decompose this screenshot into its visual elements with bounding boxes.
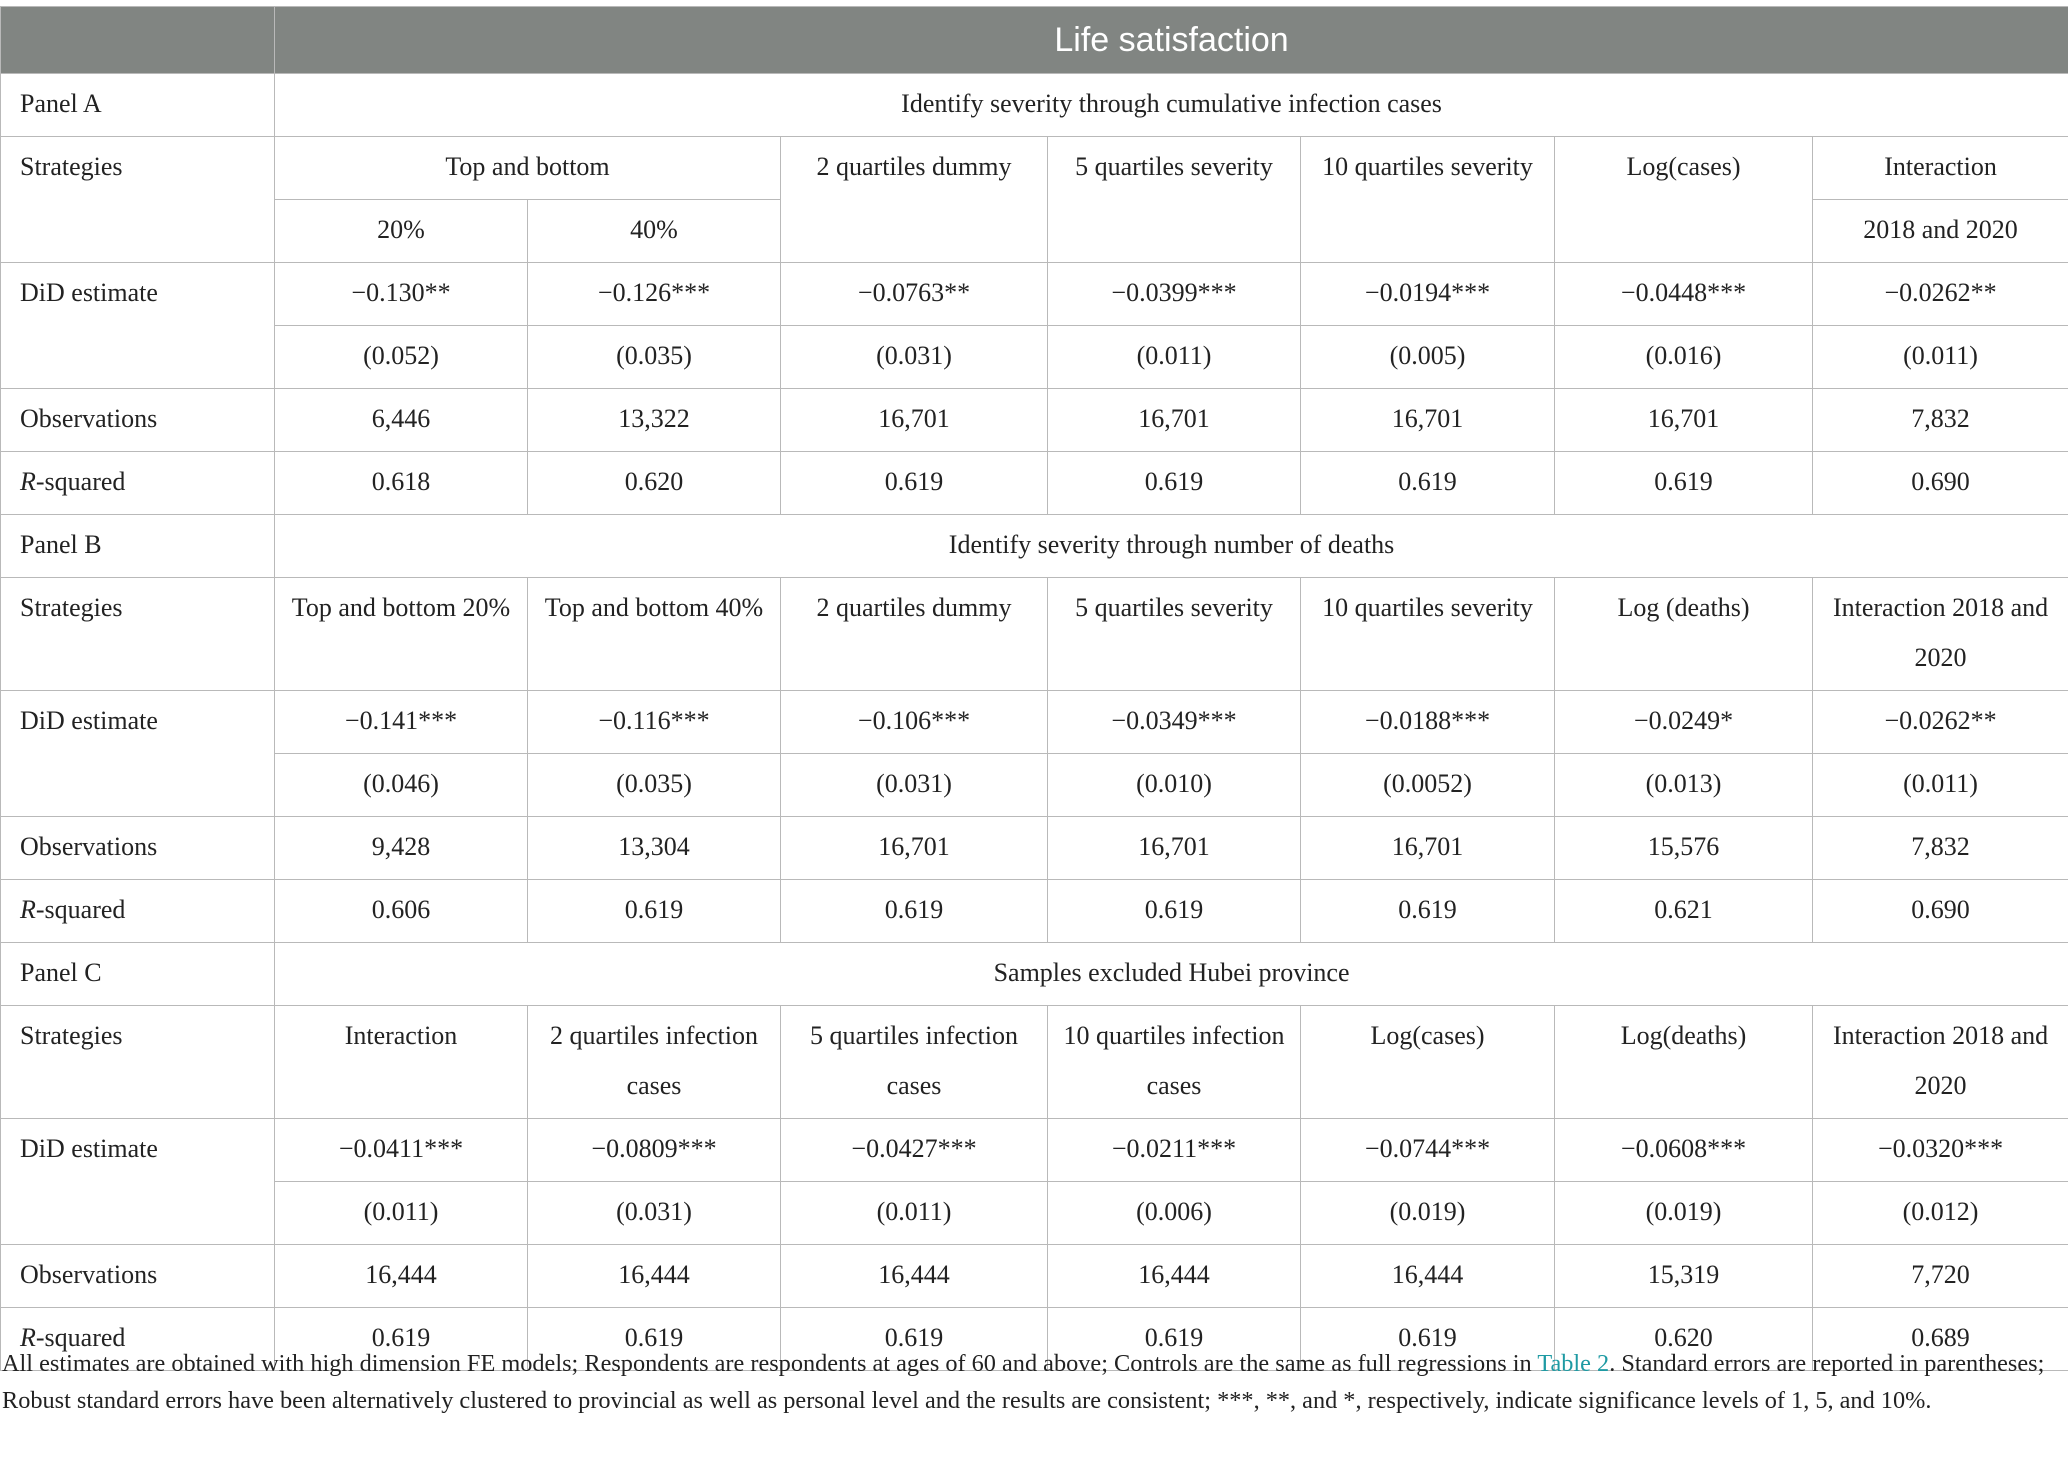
table-cell: −0.0262**: [1813, 263, 2068, 326]
panel-a-strategy-4: 5 quartiles severity: [1048, 137, 1301, 263]
panel-b-strategy: Log (deaths): [1555, 578, 1813, 691]
table-cell: 0.619: [781, 1308, 1048, 1371]
panel-c-strategies-label: Strategies: [1, 1006, 275, 1119]
table-cell: (0.011): [1048, 326, 1301, 389]
panel-a-interaction-sub: 2018 and 2020: [1813, 200, 2068, 263]
results-table-container: [0, 6, 2068, 1371]
panel-b-label: Panel B: [1, 515, 275, 578]
table-cell: −0.116***: [528, 691, 781, 754]
table-cell: 16,444: [1301, 1245, 1555, 1308]
panel-b-strategy: Top and bottom 40%: [528, 578, 781, 691]
table-cell: 16,701: [1301, 389, 1555, 452]
table-cell: −0.0188***: [1301, 691, 1555, 754]
table-cell: −0.0211***: [1048, 1119, 1301, 1182]
table-cell: 0.619: [1301, 880, 1555, 943]
panel-b-obs-row: [1, 817, 2068, 880]
panel-b-rsq-row: [1, 880, 2068, 943]
table-cell: −0.0744***: [1301, 1119, 1555, 1182]
panel-c-obs-label: Observations: [1, 1245, 275, 1308]
panel-a-rsq-row: [1, 452, 2068, 515]
table-footnote: [2, 1345, 2052, 1419]
table-cell: −0.141***: [275, 691, 528, 754]
table-cell: (0.011): [1813, 326, 2068, 389]
table-cell: 0.619: [1048, 452, 1301, 515]
panel-b-did-row: [1, 691, 2068, 754]
table-cell: (0.011): [1813, 754, 2068, 817]
table-cell: 0.619: [1555, 452, 1813, 515]
header-row: [1, 7, 2068, 74]
panel-c-label: Panel C: [1, 943, 275, 1006]
table-cell: −0.0608***: [1555, 1119, 1813, 1182]
panel-a-strategy-5: 10 quartiles severity: [1301, 137, 1555, 263]
panel-c-se-row: [1, 1182, 2068, 1245]
table-cell: (0.006): [1048, 1182, 1301, 1245]
table-cell: 9,428: [275, 817, 528, 880]
panel-a-obs-label: Observations: [1, 389, 275, 452]
table-cell: (0.031): [781, 326, 1048, 389]
panel-a-did-row: [1, 263, 2068, 326]
table-cell: 0.619: [528, 1308, 781, 1371]
panel-a-label: Panel A: [1, 74, 275, 137]
table-cell: 0.619: [1048, 880, 1301, 943]
table-cell: 6,446: [275, 389, 528, 452]
table-cell: 7,832: [1813, 389, 2068, 452]
table-cell: (0.031): [781, 754, 1048, 817]
panel-c-strategy: Log(deaths): [1555, 1006, 1813, 1119]
table-cell: 0.618: [275, 452, 528, 515]
table-cell: (0.0052): [1301, 754, 1555, 817]
table-cell: −0.0411***: [275, 1119, 528, 1182]
table-cell: (0.016): [1555, 326, 1813, 389]
table-cell: 16,444: [528, 1245, 781, 1308]
panel-c-strategy: Log(cases): [1301, 1006, 1555, 1119]
rsq-label-rest: -squared: [35, 895, 126, 924]
table-title: Life satisfaction: [275, 7, 2068, 74]
table-cell: 0.619: [1301, 1308, 1555, 1371]
table-cell: (0.005): [1301, 326, 1555, 389]
footnote-text-start: All estimates are obtained with high dimension FE models; Respondents are respondents at ages of 60 and above; Controls are the same as full regressions in: [2, 1350, 1538, 1377]
table-cell: (0.010): [1048, 754, 1301, 817]
table-cell: 0.619: [781, 452, 1048, 515]
table-cell: 0.689: [1813, 1308, 2068, 1371]
panel-a-strategy-6: Log(cases): [1555, 137, 1813, 263]
table-cell: (0.035): [528, 326, 781, 389]
rsq-label-rest: -squared: [35, 1323, 126, 1352]
panel-b-strategies-label: Strategies: [1, 578, 275, 691]
panel-a-strategy-3: 2 quartiles dummy: [781, 137, 1048, 263]
panel-a-caption-row: [1, 74, 2068, 137]
footnote-text-end: . Standard errors are reported in parentheses; Robust standard errors have been alternatively clustered to provincial as well as personal level and the results are consistent; ***, **, and *, respectively, indicate significance levels of 1, 5, and 10%.: [2, 1350, 2045, 1414]
results-table: [0, 6, 2068, 1371]
table-cell: 13,304: [528, 817, 781, 880]
panel-a-strategy-7: Interaction: [1813, 137, 2068, 200]
table-cell: −0.0194***: [1301, 263, 1555, 326]
panel-a-strategies-row: [1, 137, 2068, 200]
panel-a-strategy-2: 40%: [528, 200, 781, 263]
panel-a-obs-row: [1, 389, 2068, 452]
table-cell: −0.0809***: [528, 1119, 781, 1182]
panel-c-did-label: DiD estimate: [1, 1119, 275, 1245]
table-cell: 15,319: [1555, 1245, 1813, 1308]
table-cell: 7,832: [1813, 817, 2068, 880]
panel-b-strategy: 2 quartiles dummy: [781, 578, 1048, 691]
table-cell: 16,701: [1048, 389, 1301, 452]
table-cell: 16,444: [275, 1245, 528, 1308]
rsq-label-italic: R: [20, 1323, 36, 1352]
table-cell: 0.619: [275, 1308, 528, 1371]
table-cell: −0.130**: [275, 263, 528, 326]
panel-b-se-row: [1, 754, 2068, 817]
table-cell: (0.052): [275, 326, 528, 389]
table-cell: 0.619: [528, 880, 781, 943]
panel-c-strategy: 2 quartiles infection cases: [528, 1006, 781, 1119]
table-cell: 16,701: [1301, 817, 1555, 880]
panel-c-strategy: Interaction: [275, 1006, 528, 1119]
panel-b-caption-row: [1, 515, 2068, 578]
table-cell: 16,444: [781, 1245, 1048, 1308]
table-cell: (0.012): [1813, 1182, 2068, 1245]
panel-b-strategies-row: [1, 578, 2068, 691]
table-cell: (0.011): [781, 1182, 1048, 1245]
panel-b-strategy: Top and bottom 20%: [275, 578, 528, 691]
table-cell: −0.0262**: [1813, 691, 2068, 754]
rsq-label-rest: -squared: [35, 467, 126, 496]
table-cell: 0.620: [1555, 1308, 1813, 1371]
table-cell: 0.690: [1813, 880, 2068, 943]
panel-b-strategy: 5 quartiles severity: [1048, 578, 1301, 691]
panel-b-did-label: DiD estimate: [1, 691, 275, 817]
panel-a-caption: Identify severity through cumulative infection cases: [275, 74, 2068, 137]
table-cell: 0.620: [528, 452, 781, 515]
table-cell: 16,701: [781, 389, 1048, 452]
panel-b-strategy: 10 quartiles severity: [1301, 578, 1555, 691]
panel-a-se-row: [1, 326, 2068, 389]
panel-b-caption: Identify severity through number of deaths: [275, 515, 2068, 578]
table-cell: (0.019): [1301, 1182, 1555, 1245]
table-cell: 13,322: [528, 389, 781, 452]
table-cell: 0.619: [781, 880, 1048, 943]
rsq-label-italic: R: [20, 467, 36, 496]
table-cell: 7,720: [1813, 1245, 2068, 1308]
table-cell: 0.619: [1048, 1308, 1301, 1371]
header-blank-cell: [1, 7, 275, 74]
table-cell: −0.0763**: [781, 263, 1048, 326]
table-2-link[interactable]: Table 2: [1537, 1350, 1610, 1377]
table-cell: −0.126***: [528, 263, 781, 326]
table-cell: 0.621: [1555, 880, 1813, 943]
table-cell: 16,444: [1048, 1245, 1301, 1308]
panel-b-obs-label: Observations: [1, 817, 275, 880]
panel-b-rsq-label: [1, 880, 275, 943]
panel-c-strategy: Interaction 2018 and 2020: [1813, 1006, 2068, 1119]
table-cell: 16,701: [781, 817, 1048, 880]
table-cell: (0.031): [528, 1182, 781, 1245]
table-cell: (0.011): [275, 1182, 528, 1245]
table-cell: −0.0249*: [1555, 691, 1813, 754]
panel-c-caption-row: [1, 943, 2068, 1006]
panel-b-strategy: Interaction 2018 and 2020: [1813, 578, 2068, 691]
table-cell: −0.0320***: [1813, 1119, 2068, 1182]
rsq-label-italic: R: [20, 895, 36, 924]
panel-a-rsq-label: [1, 452, 275, 515]
table-cell: −0.0427***: [781, 1119, 1048, 1182]
table-cell: −0.106***: [781, 691, 1048, 754]
table-cell: 0.619: [1301, 452, 1555, 515]
table-cell: (0.019): [1555, 1182, 1813, 1245]
panel-a-did-label: DiD estimate: [1, 263, 275, 389]
table-cell: 0.606: [275, 880, 528, 943]
panel-a-group-top-bottom: Top and bottom: [275, 137, 781, 200]
panel-c-caption: Samples excluded Hubei province: [275, 943, 2068, 1006]
table-cell: −0.0349***: [1048, 691, 1301, 754]
panel-c-strategies-row: [1, 1006, 2068, 1119]
table-cell: 16,701: [1555, 389, 1813, 452]
table-cell: (0.035): [528, 754, 781, 817]
panel-c-did-row: [1, 1119, 2068, 1182]
panel-a-strategies-label: Strategies: [1, 137, 275, 263]
panel-c-obs-row: [1, 1245, 2068, 1308]
panel-c-strategy: 5 quartiles infection cases: [781, 1006, 1048, 1119]
table-cell: 16,701: [1048, 817, 1301, 880]
panel-c-strategy: 10 quartiles infection cases: [1048, 1006, 1301, 1119]
table-cell: (0.046): [275, 754, 528, 817]
table-cell: −0.0448***: [1555, 263, 1813, 326]
table-cell: (0.013): [1555, 754, 1813, 817]
table-cell: 15,576: [1555, 817, 1813, 880]
table-cell: 0.690: [1813, 452, 2068, 515]
table-cell: −0.0399***: [1048, 263, 1301, 326]
panel-a-strategy-1: 20%: [275, 200, 528, 263]
